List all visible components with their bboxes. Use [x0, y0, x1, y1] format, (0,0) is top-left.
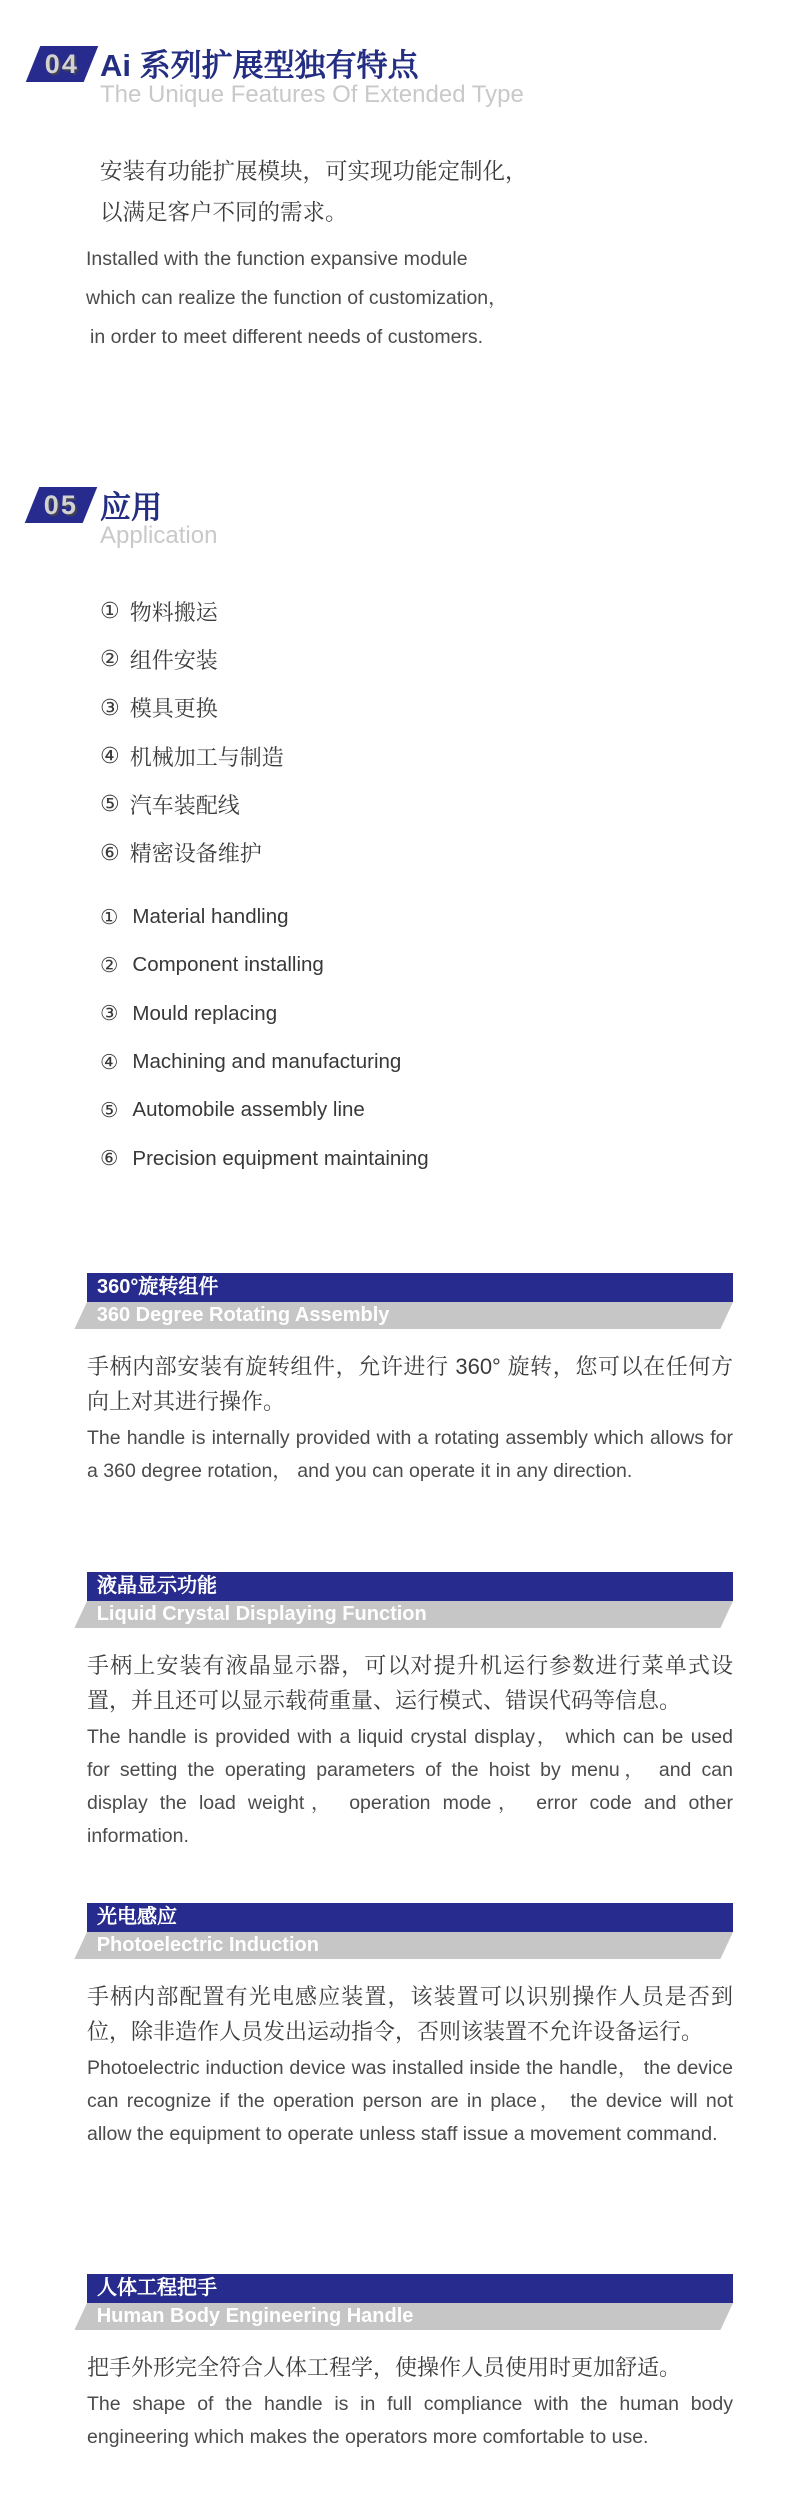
list-item-label: 精密设备维护: [129, 841, 262, 867]
list-item: [100, 587, 284, 635]
list-item: [100, 780, 284, 828]
cn-line: 以满足客户不同的需求。: [100, 200, 348, 225]
feature-title-bar-en: [74, 1601, 733, 1628]
circled-number-icon: ②: [100, 953, 119, 977]
list-item: [100, 635, 284, 683]
section-05-title: 应用: [100, 490, 162, 525]
en-line: which can realize the function of customization，: [86, 287, 508, 309]
circled-number-icon: ⑥: [100, 839, 120, 865]
feature-title-bar-cn: 360°旋转组件: [87, 1273, 733, 1302]
section-04-number: 04: [44, 48, 80, 79]
circled-number-icon: ④: [100, 743, 120, 769]
list-item: [100, 732, 284, 780]
section-04-subtitle: The Unique Features Of Extended Type: [100, 81, 524, 108]
feature-body-en: The handle is provided with a liquid crystal display， which can be used for setting the operating parameters of the hoist by menu， and can display the load weight， operation mode， error code and other information.: [87, 1726, 733, 1847]
list-item-label: 物料搬运: [129, 599, 218, 625]
list-item-label: Automobile assembly line: [132, 1098, 365, 1122]
feature-title-bar-en: [74, 1932, 733, 1959]
application-list-cn: [100, 587, 284, 877]
circled-number-icon: ④: [100, 1050, 119, 1074]
circled-number-icon: ⑤: [100, 1098, 119, 1122]
section-04-badge: [26, 46, 99, 82]
list-item: [100, 1038, 429, 1086]
circled-number-icon: ③: [100, 1002, 119, 1026]
list-item-label: Component installing: [132, 953, 324, 977]
en-line: in order to meet different needs of customers.: [90, 326, 484, 348]
circled-number-icon: ①: [100, 598, 120, 624]
section-05-badge: [25, 487, 98, 523]
feature-title-bar-en: [74, 2303, 733, 2330]
section-04-paragraph-cn: [100, 151, 528, 233]
en-line: Installed with the function expansive module: [86, 248, 468, 270]
circled-number-icon: ③: [100, 694, 120, 720]
feature-ergonomic-handle: [87, 2274, 733, 2454]
section-05-subtitle: Application: [100, 522, 218, 549]
feature-title-bar-cn: 液晶显示功能: [87, 1572, 733, 1601]
list-item: [100, 828, 284, 876]
feature-title-en: 360 Degree Rotating Assembly: [96, 1304, 390, 1326]
list-item: [100, 941, 429, 989]
application-list-en: [100, 893, 429, 1183]
list-item: [100, 893, 429, 941]
list-item-label: 组件安装: [129, 647, 218, 673]
list-item-label: Precision equipment maintaining: [132, 1146, 429, 1170]
feature-body-en: Photoelectric induction device was installed inside the handle， the device can recognize if the operation person are in place， the device will not allow the equipment to operate unless staff issue a movement command.: [87, 2057, 733, 2145]
feature-title-bar-cn: 人体工程把手: [87, 2274, 733, 2303]
circled-number-icon: ⑤: [100, 791, 120, 817]
feature-body-en: The handle is internally provided with a rotating assembly which allows for a 360 degree rotation， and you can operate it in any direction.: [87, 1427, 733, 1482]
feature-title-bar-en: [74, 1302, 733, 1329]
feature-body-cn: 手柄内部配置有光电感应装置，该装置可以识别操作人员是否到位，除非造作人员发出运动指令，否则该装置不允许设备运行。: [87, 1984, 733, 2044]
list-item-label: Mould replacing: [132, 1001, 278, 1025]
list-item-label: Machining and manufacturing: [132, 1050, 402, 1074]
feature-photoelectric-induction: [87, 1903, 733, 2151]
list-item: [100, 1086, 429, 1134]
circled-number-icon: ⑥: [100, 1147, 119, 1171]
cn-line: 安装有功能扩展模块，可实现功能定制化，: [100, 159, 528, 184]
feature-title-en: Human Body Engineering Handle: [96, 2305, 414, 2327]
feature-lcd-display: [87, 1572, 733, 1853]
feature-body-en: The shape of the handle is in full compliance with the human body engineering which makes the operators more comfortable to use.: [87, 2393, 733, 2448]
list-item: [100, 990, 429, 1038]
list-item-label: Material handling: [132, 905, 289, 929]
list-item-label: 机械加工与制造: [129, 744, 284, 770]
feature-body-cn: 把手外形完全符合人体工程学，使操作人员使用时更加舒适。: [87, 2355, 682, 2380]
section-04-paragraph-en: [86, 240, 508, 357]
list-item-label: 模具更换: [129, 696, 218, 722]
feature-body-cn: 手柄上安装有液晶显示器，可以对提升机运行参数进行菜单式设置，并且还可以显示载荷重量、运行模式、错误代码等信息。: [87, 1653, 733, 1713]
section-04-title: Ai 系列扩展型独有特点: [100, 48, 419, 83]
feature-title-bar-cn: 光电感应: [87, 1903, 733, 1932]
circled-number-icon: ①: [100, 905, 119, 929]
circled-number-icon: ②: [100, 646, 120, 672]
feature-body-cn: 手柄内部安装有旋转组件，允许进行 360° 旋转，您可以在任何方向上对其进行操作。: [87, 1354, 733, 1414]
feature-title-en: Liquid Crystal Displaying Function: [96, 1603, 427, 1625]
list-item: [100, 684, 284, 732]
feature-title-en: Photoelectric Induction: [96, 1934, 319, 1956]
section-05-number: 05: [43, 489, 79, 520]
feature-rotating-assembly: [87, 1273, 733, 1488]
list-item-label: 汽车装配线: [129, 792, 240, 818]
list-item: [100, 1134, 429, 1182]
